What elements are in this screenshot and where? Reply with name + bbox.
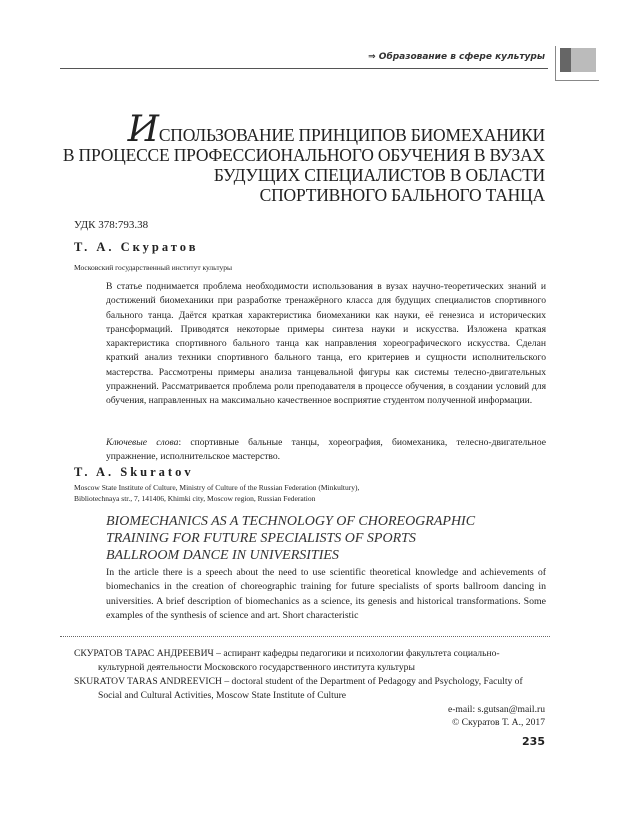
title-line: БУДУЩИХ СПЕЦИАЛИСТОВ В ОБЛАСТИ bbox=[213, 165, 545, 185]
keywords-text: : спортивные бальные танцы, хореография, биомеханика, телесно-двигательное упражнение, исполнительское мастерство. bbox=[106, 437, 546, 463]
institute-ru: Московский государственный институт культуры bbox=[74, 263, 233, 272]
title-line: СПОЛЬЗОВАНИЕ ПРИНЦИПОВ БИОМЕХАНИКИ bbox=[158, 125, 545, 145]
journal-logo-icon bbox=[555, 46, 599, 81]
running-header: ⇒ Образование в сфере культуры bbox=[368, 52, 545, 62]
page-number: 235 bbox=[522, 735, 545, 748]
title-line: СПОРТИВНОГО БАЛЬНОГО ТАНЦА bbox=[259, 185, 545, 205]
header-rule bbox=[60, 68, 548, 69]
article-title-en bbox=[106, 513, 475, 564]
abstract-ru: В статье поднимается проблема необходимости использования в вузах научно-теоретических знаний и достижений биомеханики при разработке тренажёрного класса для будущих специалистов спортивного бального танца. Даётся краткая характеристика биомеханики как науки, её генезиса и исторических трансформаций. Приводятся некоторые примеры синтеза науки и искусства. Изложена краткая характеристика спортивного бального танца как направления хореографического искусства. Сделан краткий анализ техники спортивного бального танца, его критериев и сущности исполнительского мастерства. Рассмотрены примеры анализа танцевальной фигуры как системы телесно-двигательных упражнений. Рассматривается проблема роли преподавателя в процессе обучения, в создании условий для обучения, направленных на максимально качественное восприятие студентом полученной информации. bbox=[106, 281, 546, 407]
contact-block bbox=[300, 703, 545, 729]
title-initial: И bbox=[127, 109, 159, 150]
author-en: T. A. Skuratov bbox=[74, 465, 194, 479]
affiliation-line: Bibliotechnaya str., 7, 141406, Khimki city, Moscow region, Russian Federation bbox=[74, 494, 316, 503]
abstract-en: In the article there is a speech about the need to use scientific theoretical knowledge and achievements of biomechanics in the creation of choreographic training for future specialists of sports ballroom dancing in universities. A brief description of biomechanics as a science, its genesis and historical transformations. Some examples of the synthesis of science and art. Short characteristic bbox=[106, 567, 546, 621]
article-title-ru bbox=[60, 109, 545, 205]
affiliation-en bbox=[74, 482, 544, 504]
author-bio-ru: СКУРАТОВ ТАРАС АНДРЕЕВИЧ – аспирант кафедры педагогики и психологии факультета социально-культурной деятельности Московского государственного института культуры bbox=[74, 648, 500, 673]
affiliation-line: Moscow State Institute of Culture, Ministry of Culture of the Russian Federation (Minkultury), bbox=[74, 483, 360, 492]
title-en-line: BALLROOM DANCE IN UNIVERSITIES bbox=[106, 548, 339, 563]
udk-code: УДК 378:793.38 bbox=[74, 219, 149, 231]
keywords-label: Ключевые слова bbox=[106, 437, 179, 448]
author-ru: Т. А. Скуратов bbox=[74, 240, 199, 254]
footnote-divider bbox=[60, 636, 550, 637]
keywords bbox=[106, 436, 546, 465]
email: e-mail: s.gutsan@mail.ru bbox=[447, 704, 545, 715]
author-bio-en: SKURATOV TARAS ANDREEVICH – doctoral student of the Department of Pedagogy and Psychology, Faculty of Social and Cultural Activities, Moscow State Institute of Culture bbox=[74, 676, 523, 701]
copyright: © Скуратов Т. А., 2017 bbox=[451, 717, 545, 728]
title-en-line: TRAINING FOR FUTURE SPECIALISTS OF SPORTS bbox=[106, 531, 416, 546]
title-line: В ПРОЦЕССЕ ПРОФЕССИОНАЛЬНОГО ОБУЧЕНИЯ В ВУЗАХ bbox=[62, 145, 545, 165]
title-en-line: BIOMECHANICS AS A TECHNOLOGY OF CHOREOGRAPHIC bbox=[106, 514, 476, 529]
